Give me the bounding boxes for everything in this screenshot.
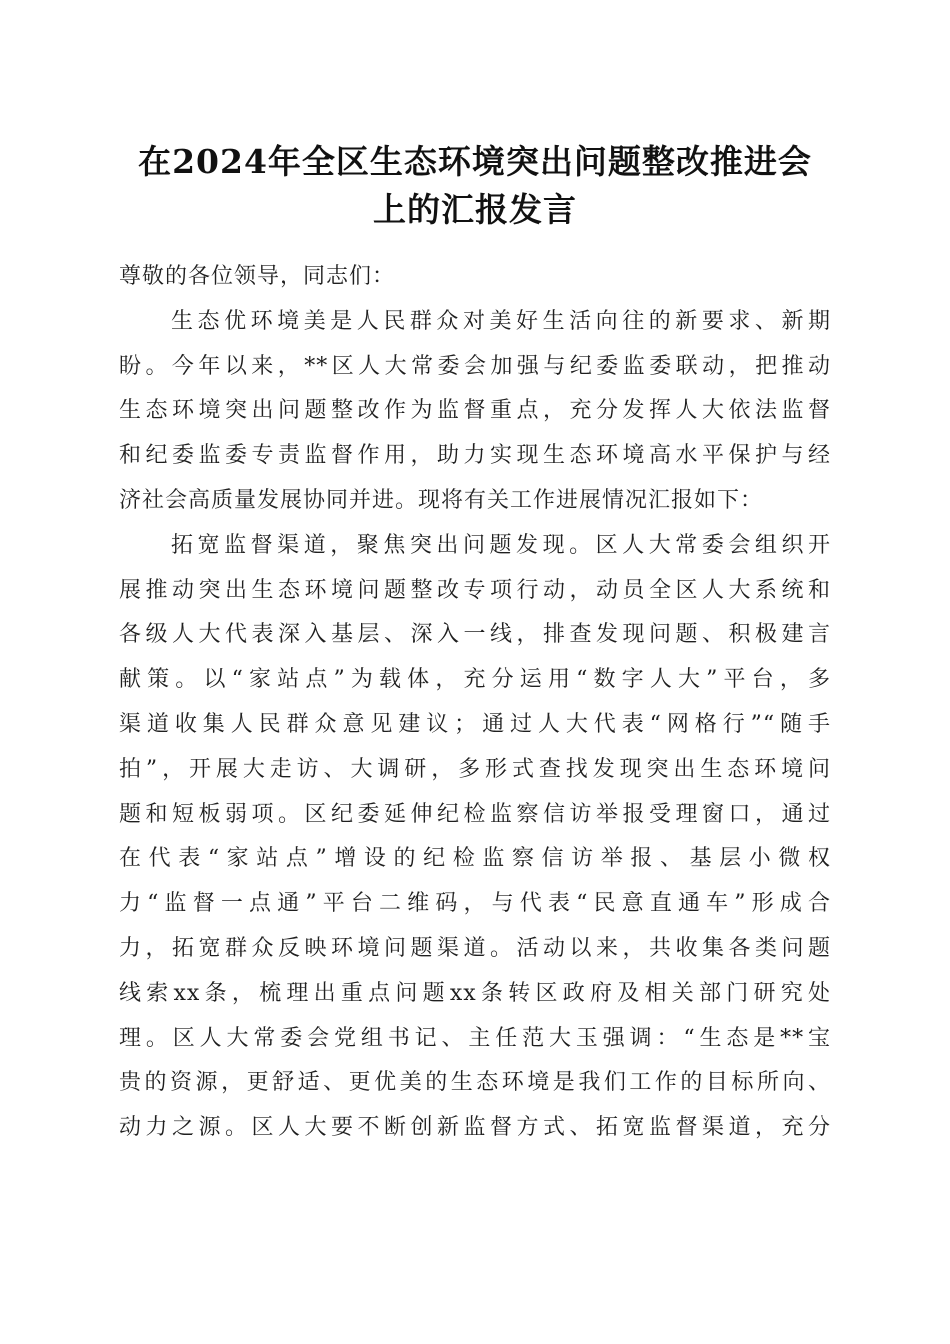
paragraph-2-line: 拍”，开展大走访、大调研，多形式查找发现突出生态环境问 [119,756,831,782]
paragraph-2-line: 展推动突出生态环境问题整改专项行动，动员全区人大系统和 [119,577,831,603]
paragraph-2-line: 力“监督一点通”平台二维码，与代表“民意直通车”形成合 [119,891,831,917]
paragraph-2-line: 题和短板弱项。区纪委延伸纪检监察信访举报受理窗口，通过 [119,801,831,827]
paragraph-2-line: 渠道收集人民群众意见建议；通过人大代表“网格行”“随手 [119,711,831,737]
paragraph-2-line: 各级人大代表深入基层、深入一线，排查发现问题、积极建言 [119,622,831,648]
paragraph-2-line: 在代表“家站点”增设的纪检监察信访举报、基层小微权 [119,846,831,872]
document-title [100,138,850,234]
salutation: 尊敬的各位领导，同志们： [119,264,396,289]
document-body [119,255,831,1151]
paragraph-1-line: 和纪委监委专责监督作用，助力实现生态环境高水平保护与经 [119,443,831,469]
paragraph-2-line: 理。区人大常委会党组书记、主任范大玉强调：“生态是**宝 [119,1025,831,1051]
paragraph-2-line: 贵的资源，更舒适、更优美的生态环境是我们工作的目标所向、 [119,1070,831,1096]
paragraph-2-line: 力，拓宽群众反映环境问题渠道。活动以来，共收集各类问题 [119,935,831,961]
paragraph-1-line: 盼。今年以来，**区人大常委会加强与纪委监委联动，把推动 [119,353,831,379]
title-line-2: 上的汇报发言 [373,190,577,229]
paragraph-1-line: 生态环境突出问题整改作为监督重点，充分发挥人大依法监督 [119,398,831,424]
paragraph-2-line: 线索xx条，梳理出重点问题xx条转区政府及相关部门研究处 [119,980,831,1006]
paragraph-2-line: 拓宽监督渠道，聚焦突出问题发现。区人大常委会组织开 [171,532,831,558]
paragraph-1-line: 生态优环境美是人民群众对美好生活向往的新要求、新期 [171,308,831,334]
title-line-1: 在2024年全区生态环境突出问题整改推进会 [138,142,812,181]
paragraph-1-line: 济社会高质量发展协同并进。现将有关工作进展情况汇报如下： [119,487,764,513]
paragraph-2-line: 献策。以“家站点”为载体，充分运用“数字人大”平台，多 [119,667,831,693]
paragraph-2-line: 动力之源。区人大要不断创新监督方式、拓宽监督渠道，充分 [119,1115,831,1141]
